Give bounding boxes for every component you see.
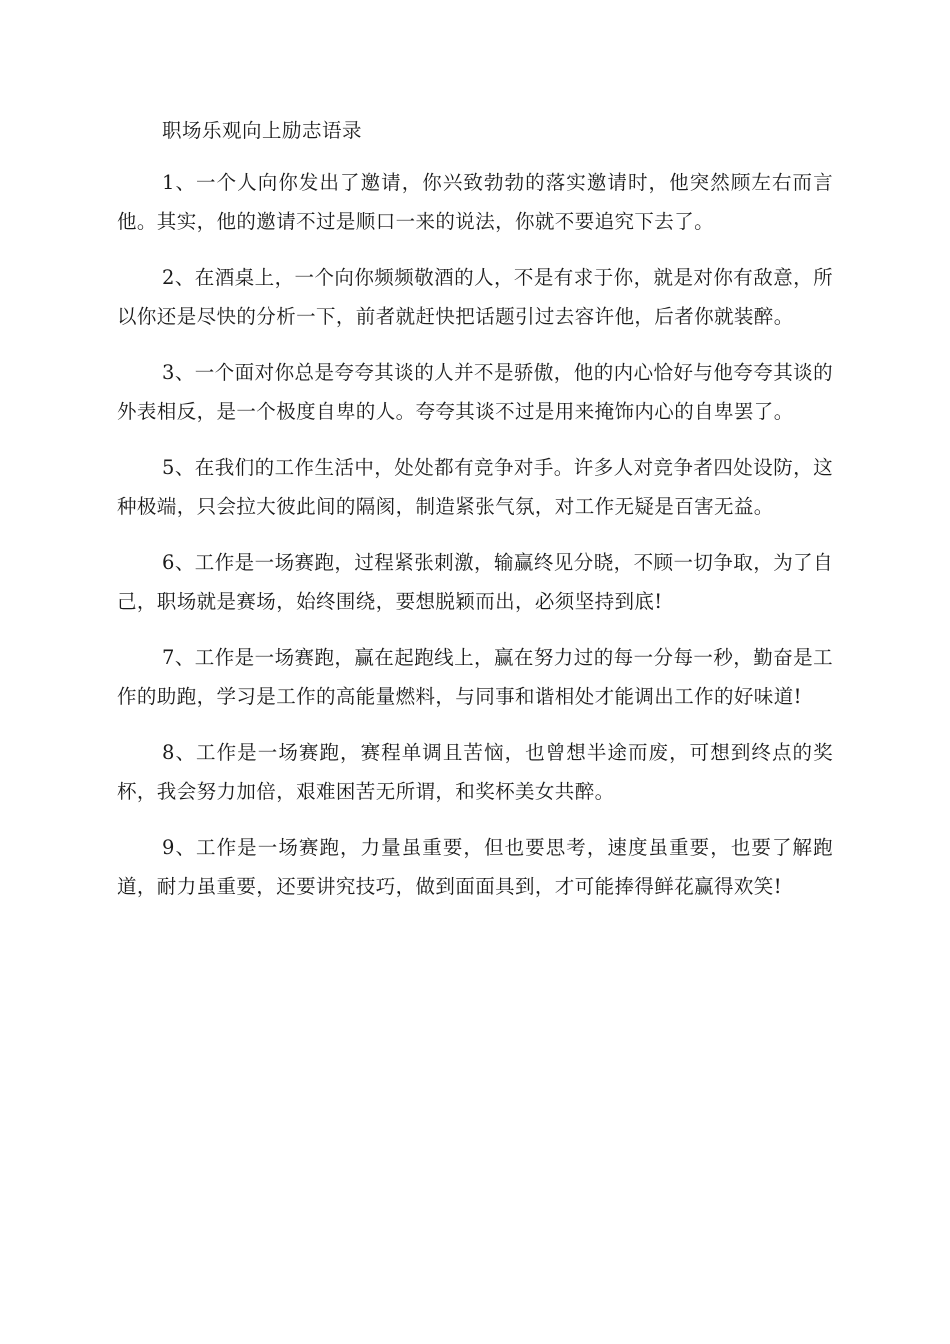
paragraph-3: 3、一个面对你总是夸夸其谈的人并不是骄傲，他的内心恰好与他夸夸其谈的外表相反，是一个极度自卑的人。夸夸其谈不过是用来掩饰内心的自卑罢了。 xyxy=(117,361,833,423)
paragraph-7: 7、工作是一场赛跑，赢在起跑线上，赢在努力过的每一分每一秒，勤奋是工作的助跑，学习是工作的高能量燃料，与同事和谐相处才能调出工作的好味道! xyxy=(117,646,833,708)
paragraph-8: 8、工作是一场赛跑，赛程单调且苦恼，也曾想半途而废，可想到终点的奖杯，我会努力加倍，艰难困苦无所谓，和奖杯美女共醉。 xyxy=(117,741,833,803)
paragraph-6: 6、工作是一场赛跑，过程紧张刺激，输赢终见分晓，不顾一切争取，为了自己，职场就是赛场，始终围绕，要想脱颖而出，必须坚持到底! xyxy=(117,551,833,613)
paragraph-1: 1、一个人向你发出了邀请，你兴致勃勃的落实邀请时，他突然顾左右而言他。其实，他的邀请不过是顺口一来的说法，你就不要追究下去了。 xyxy=(117,171,833,233)
document-body xyxy=(117,112,833,924)
paragraph-2: 2、在酒桌上，一个向你频频敬酒的人，不是有求于你，就是对你有敌意，所以你还是尽快的分析一下，前者就赶快把话题引过去容许他，后者你就装醉。 xyxy=(117,266,833,328)
paragraph-9: 9、工作是一场赛跑，力量虽重要，但也要思考，速度虽重要，也要了解跑道，耐力虽重要，还要讲究技巧，做到面面具到，才可能捧得鲜花赢得欢笑! xyxy=(117,836,833,898)
document-title: 职场乐观向上励志语录 xyxy=(162,119,363,142)
paragraph-5: 5、在我们的工作生活中，处处都有竞争对手。许多人对竞争者四处设防，这种极端，只会拉大彼此间的隔阂，制造紧张气氛，对工作无疑是百害无益。 xyxy=(117,456,833,518)
